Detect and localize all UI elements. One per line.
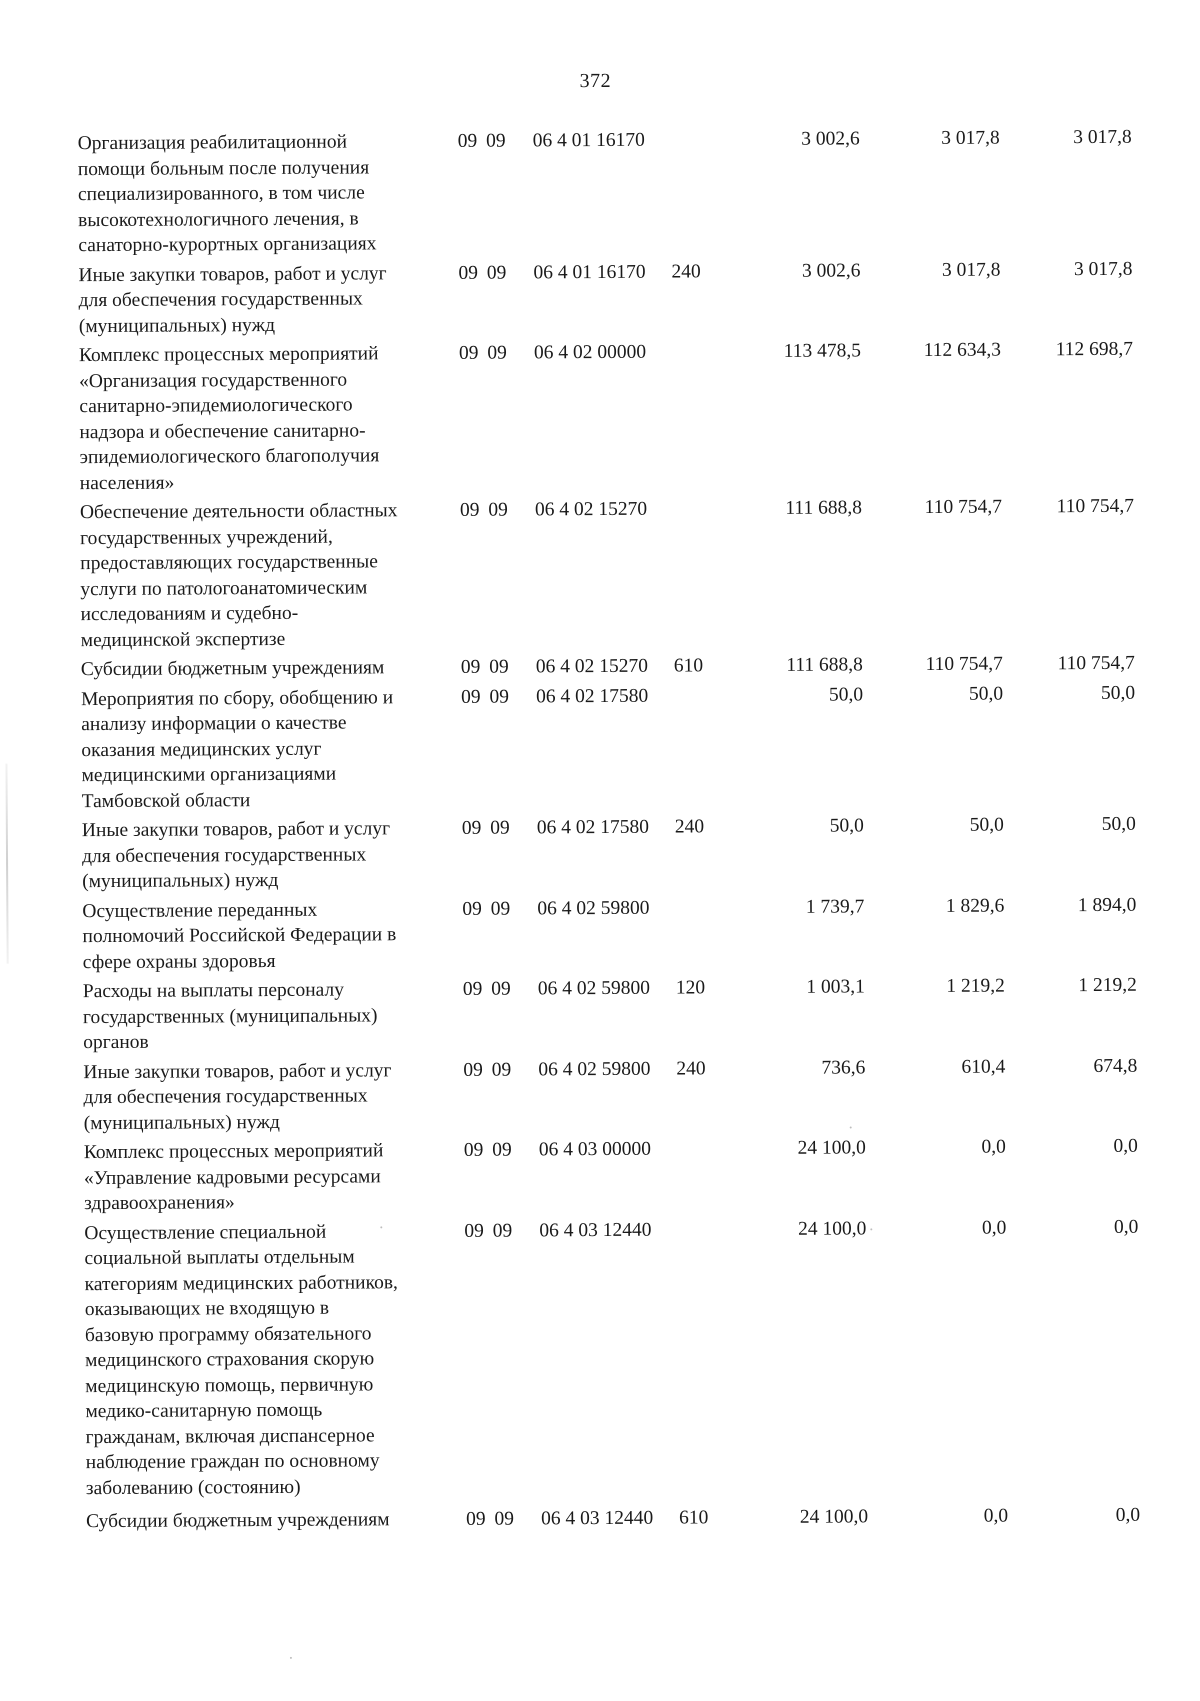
budget-table (78, 125, 1167, 1535)
amount-year-1: 736,6 (730, 1055, 865, 1081)
amount-year-3: 0,0 (1006, 1214, 1138, 1240)
amount-year-1: 50,0 (729, 813, 864, 839)
expense-name: Субсидии бюджетным учреждениям (81, 655, 453, 683)
amount-year-1: 3 002,6 (725, 258, 860, 284)
scan-speck (870, 1228, 872, 1230)
amount-year-3: 110 754,7 (1002, 494, 1134, 520)
target-article-code: 06 4 02 00000 (534, 340, 672, 366)
target-article-code: 06 4 02 59800 (538, 976, 676, 1002)
section-code: 09 09 (450, 260, 533, 286)
expense-name: Организация реабилитационной помощи больным после получения специализированного, в том числе высокотехнологичного лечения, в санаторно-курортных организациях (78, 129, 451, 259)
amount-year-2: 0,0 (866, 1135, 1006, 1161)
amount-year-3: 3 017,8 (1000, 125, 1132, 151)
amount-year-1: 24 100,0 (731, 1135, 866, 1161)
expense-type-code: 240 (676, 1056, 730, 1082)
target-article-code: 06 4 02 59800 (538, 1056, 676, 1082)
section-code: 09 09 (458, 1506, 541, 1532)
target-article-code: 06 4 02 17580 (536, 683, 674, 709)
amount-year-2: 610,4 (865, 1054, 1005, 1080)
section-code: 09 09 (455, 976, 538, 1002)
amount-year-3: 112 698,7 (1001, 337, 1133, 363)
section-code: 09 09 (451, 340, 534, 366)
amount-year-3: 110 754,7 (1003, 651, 1135, 677)
amount-year-2: 50,0 (864, 813, 1004, 839)
amount-year-2: 110 754,7 (863, 652, 1003, 678)
amount-year-1: 24 100,0 (731, 1216, 866, 1242)
expense-type-code: 120 (676, 975, 730, 1001)
page-number: 372 (0, 66, 1195, 96)
expense-name: Субсидии бюджетным учреждениям (86, 1507, 458, 1535)
target-article-code: 06 4 02 15270 (536, 654, 674, 680)
section-code: 09 09 (453, 684, 536, 710)
expense-name: Иные закупки товаров, работ и услуг для обеспечения государственных (муниципальных) нужд (83, 1057, 455, 1136)
expense-type-code: 610 (674, 653, 728, 679)
amount-year-2: 1 219,2 (865, 974, 1005, 1000)
target-article-code: 06 4 03 12440 (541, 1506, 679, 1532)
expense-name: Расходы на выплаты персоналу государственных (муниципальных) органов (83, 977, 455, 1056)
amount-year-1: 111 688,8 (728, 652, 863, 678)
expense-name: Осуществление специальной социальной выплаты отдельным категориям медицинских работников, оказывающих не входящую в базовую программу обязательного медицинского страхования скорую медицинскую помощь, первичную медико-санитарную помощь гражданам, включая диспансерное наблюдение граждан по основному заболеванию (состоянию) (84, 1218, 458, 1501)
section-code: 09 09 (450, 128, 533, 154)
table-row (82, 892, 1162, 975)
expense-name: Осуществление переданных полномочий Российской Федерации в сфере охраны здоровья (82, 896, 454, 975)
expense-type-code: 240 (671, 259, 725, 285)
amount-year-2: 3 017,8 (860, 126, 1000, 152)
amount-year-1: 1 003,1 (730, 974, 865, 1000)
table-row (78, 256, 1158, 339)
target-article-code: 06 4 01 16170 (533, 259, 671, 285)
amount-year-3: 50,0 (1003, 680, 1135, 706)
section-code: 09 09 (456, 1137, 539, 1163)
amount-year-2: 0,0 (868, 1504, 1008, 1530)
target-article-code: 06 4 01 16170 (533, 128, 671, 154)
section-code: 09 09 (455, 1057, 538, 1083)
amount-year-1: 24 100,0 (733, 1504, 868, 1530)
target-article-code: 06 4 02 15270 (535, 497, 673, 523)
table-row (83, 1053, 1163, 1136)
expense-type-code: 240 (675, 814, 729, 840)
table-row (86, 1503, 1166, 1535)
amount-year-3: 50,0 (1004, 812, 1136, 838)
target-article-code: 06 4 02 59800 (537, 895, 675, 921)
expense-name: Комплекс процессных мероприятий «Управление кадровыми ресурсами здравоохранения» (84, 1138, 456, 1217)
section-code: 09 09 (454, 896, 537, 922)
table-row (81, 651, 1161, 683)
scan-speck (850, 1126, 852, 1128)
table-row (83, 973, 1163, 1056)
amount-year-3: 0,0 (1006, 1134, 1138, 1160)
amount-year-3: 3 017,8 (1000, 256, 1132, 282)
target-article-code: 06 4 03 00000 (539, 1137, 677, 1163)
amount-year-2: 1 829,6 (864, 893, 1004, 919)
amount-year-3: 0,0 (1008, 1503, 1140, 1529)
amount-year-2: 0,0 (866, 1215, 1006, 1241)
scan-speck (290, 1657, 292, 1659)
expense-name: Иные закупки товаров, работ и услуг для обеспечения государственных (муниципальных) нужд (82, 816, 454, 895)
amount-year-2: 3 017,8 (860, 257, 1000, 283)
amount-year-3: 1 894,0 (1004, 892, 1136, 918)
target-article-code: 06 4 02 17580 (537, 815, 675, 841)
amount-year-1: 50,0 (728, 682, 863, 708)
expense-name: Мероприятия по сбору, обобщению и анализу информации о качестве оказания медицинских услуг медицинскими организациями Тамбовской области (81, 684, 454, 814)
amount-year-3: 1 219,2 (1005, 973, 1137, 999)
amount-year-2: 112 634,3 (861, 338, 1001, 364)
amount-year-1: 111 688,8 (727, 495, 862, 521)
section-code: 09 09 (452, 497, 535, 523)
table-row (84, 1214, 1166, 1501)
amount-year-1: 1 739,7 (729, 894, 864, 920)
expense-name: Обеспечение деятельности областных государственных учреждений, предоставляющих государственные услуги по патологоанатомическим исследованиям и судебно- медицинской экспертизе (80, 498, 453, 653)
table-row (82, 812, 1162, 895)
expense-name: Комплекс процессных мероприятий «Организация государственного санитарно-эпидемиологического надзора и обеспечение санитарно- эпидемиологического благополучия населения» (79, 341, 452, 496)
amount-year-2: 50,0 (863, 681, 1003, 707)
amount-year-2: 110 754,7 (862, 495, 1002, 521)
table-row (79, 337, 1160, 497)
section-code: 09 09 (454, 815, 537, 841)
section-code: 09 09 (456, 1218, 539, 1244)
table-row (78, 125, 1159, 259)
target-article-code: 06 4 03 12440 (539, 1217, 677, 1243)
amount-year-1: 3 002,6 (725, 126, 860, 152)
scan-speck (380, 1226, 382, 1228)
amount-year-1: 113 478,5 (726, 338, 861, 364)
scan-edge-mark (5, 764, 8, 964)
amount-year-3: 674,8 (1005, 1053, 1137, 1079)
expense-name: Иные закупки товаров, работ и услуг для обеспечения государственных (муниципальных) нужд (78, 260, 450, 339)
expense-type-code: 610 (679, 1505, 733, 1531)
table-row (84, 1134, 1164, 1217)
table-row (81, 680, 1162, 814)
section-code: 09 09 (453, 654, 536, 680)
table-row (80, 494, 1161, 654)
